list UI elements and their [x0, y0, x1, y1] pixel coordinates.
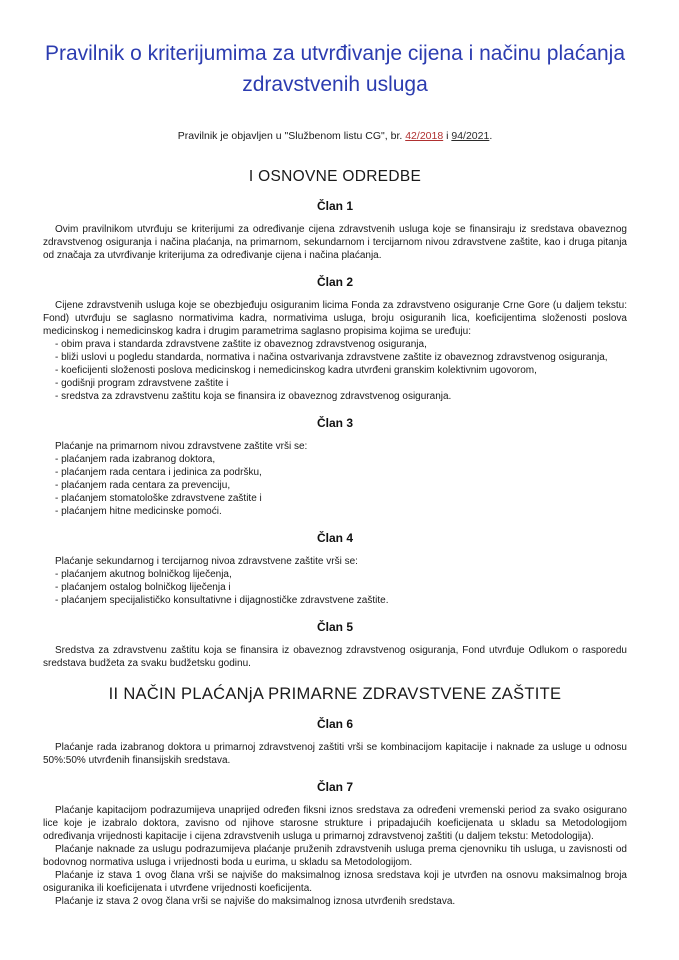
list-item: - godišnji program zdravstvene zaštite i [55, 378, 229, 389]
paragraph: Cijene zdravstvenih usluga koje se obezbjeđuju osiguranim licima Fonda za zdravstveno osiguranje Crne Gore (u daljem tekstu: Fond) utvrđuju se saglasno normativima kadra, normativima usluga, broju osiguranih lica, koeficijentima složenosti poslova medicinskog i nemedicinskog kadra i drugim parametrima saglasno propisima kojima se uređuju: [43, 300, 627, 337]
publication-prefix: Pravilnik je objavljen u "Službenom listu CG", br. [177, 130, 406, 142]
section-heading-osnovne-odredbe: I OSNOVNE ODREDBE [248, 168, 422, 185]
article-heading-clan-5: Član 5 [316, 620, 353, 634]
list-item: - bliži uslovi u pogledu standarda, normativa i načina ostvarivanja zdravstvene zaštite iz obaveznog zdravstvenog osiguranja, [55, 352, 608, 363]
paragraph: Plaćanje iz stava 1 ovog člana vrši se najviše do maksimalnog iznosa sredstava koji je utvrđen na osnovu maksimalnog broja osiguranika ili koeficijenata i utvrđene vrijednosti koeficijenta. [43, 870, 627, 894]
article-heading-clan-1: Član 1 [316, 199, 353, 213]
list-item: - plaćanjem rada centara i jedinica za podršku, [55, 467, 262, 478]
paragraph: Plaćanje na primarnom nivou zdravstvene zaštite vrši se: [55, 441, 308, 452]
paragraph: Plaćanje sekundarnog i tercijarnog nivoa zdravstvene zaštite vrši se: [55, 556, 358, 567]
list-item: - plaćanjem rada izabranog doktora, [55, 454, 216, 465]
publication-suffix: . [489, 130, 493, 142]
article-heading-clan-6: Član 6 [316, 717, 353, 731]
publication-mid: i [443, 130, 452, 142]
paragraph: Plaćanje naknade za uslugu podrazumijeva plaćanje pruženih zdravstvenih usluga prema cjenovniku tih usluga, u zavisnosti od bodovnog normativa usluga i vrijednosti boda u eurima, u skladu sa Metodologijom. [43, 844, 627, 868]
paragraph: Sredstva za zdravstvenu zaštitu koja se finansira iz obaveznog zdravstvenog osiguranja, Fond utvrđuje Odlukom o rasporedu sredstava budžeta za svaku budžetsku godinu. [43, 645, 627, 669]
publication-line [43, 130, 627, 143]
article-heading-clan-3: Član 3 [316, 416, 353, 430]
list-item: - plaćanjem akutnog bolničkog liječenja, [55, 569, 232, 580]
gazette-link-42-2018[interactable]: 42/2018 [405, 130, 444, 142]
list-item: - plaćanjem specijalističko konsultativne i dijagnostičke zdravstvene zaštite. [55, 595, 389, 606]
paragraph: Plaćanje rada izabranog doktora u primarnoj zdravstvenoj zaštiti vrši se kombinacijom kapitacije i naknade za usluge u odnosu 50%:50% utvrđenih finansijskih sredstava. [43, 742, 627, 766]
section-heading-nacin-placanja: II NAČIN PLAĆANjA PRIMARNE ZDRAVSTVENE ZAŠTITE [108, 685, 562, 703]
list-item: - plaćanjem stomatološke zdravstvene zaštite i [55, 493, 262, 504]
paragraph: Plaćanje iz stava 2 ovog člana vrši se najviše do maksimalnog iznosa utvrđenih sredstava. [55, 896, 456, 907]
article-heading-clan-4: Član 4 [316, 531, 353, 545]
paragraph: Plaćanje kapitacijom podrazumijeva unaprijed određen fiksni iznos sredstava za određeni vremenski period za svako osigurano lice koje je izabralo doktora, zavisno od njihove starosne strukture i pripadajućih koeficijenata u skladu sa Metodologijom određivanja vrijednosti kapitacije i cijena zdravstvenih usluga u primarnoj zdravstvenoj zaštiti (u daljem tekstu: Metodologija). [43, 805, 627, 842]
list-item: - obim prava i standarda zdravstvene zaštite iz obaveznog zdravstvenog osiguranja, [55, 339, 427, 350]
doc-title: Pravilnik o kriterijumima za utvrđivanje cijena i načinu plaćanja zdravstvenih usluga [44, 42, 626, 96]
gazette-link-94-2021[interactable]: 94/2021 [451, 130, 490, 142]
list-item: - plaćanjem rada centara za prevenciju, [55, 480, 231, 491]
list-item: - plaćanjem ostalog bolničkog liječenja i [55, 582, 231, 593]
paragraph: Ovim pravilnikom utvrđuju se kriterijumi za određivanje cijena zdravstvenih usluga koje se finansiraju iz sredstava obaveznog zdravstvenog osiguranja i načina plaćanja, na primarnom, sekundarnom i tercijarnom nivou zdravstvene zaštite, kao i druga pitanja od značaja za utvrđivanje kriterijuma za određivanje cijena i načina plaćanja. [43, 224, 627, 261]
list-item: - sredstva za zdravstvenu zaštitu koja se finansira iz obaveznog zdravstvenog osiguranja. [55, 391, 452, 402]
article-heading-clan-7: Član 7 [316, 780, 353, 794]
list-item: - koeficijenti složenosti poslova medicinskog i nemedicinskog kadra utvrđeni granskim kolektivnim ugovorom, [55, 365, 537, 376]
article-heading-clan-2: Član 2 [316, 275, 353, 289]
list-item: - plaćanjem hitne medicinske pomoći. [55, 506, 222, 517]
